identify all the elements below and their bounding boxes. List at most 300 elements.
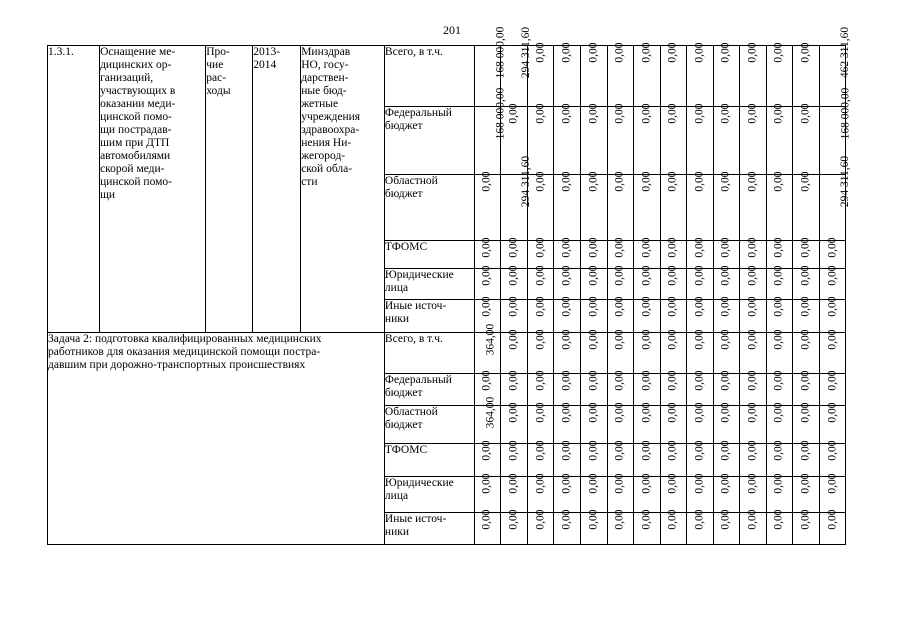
amount-cell	[501, 440, 528, 477]
amount-cell	[501, 370, 528, 406]
amount-value: 0,00	[507, 237, 520, 258]
amount-value: 0,00	[799, 237, 812, 258]
amount-cell	[580, 42, 607, 107]
amount-cell	[793, 237, 820, 269]
amount-cell	[607, 473, 634, 513]
amount-value: 0,00	[481, 440, 494, 461]
amount-value: 0,00	[666, 103, 679, 124]
amount-cell	[501, 329, 528, 374]
funding-source: Всего, в т.ч.	[384, 46, 474, 107]
amount-cell	[687, 370, 714, 406]
amount-cell	[660, 103, 687, 175]
amount-value: 0,00	[587, 440, 600, 461]
amount-value: 0,00	[640, 296, 653, 317]
amount-cell	[607, 296, 634, 333]
amount-cell	[766, 296, 793, 333]
amount-value: 0,00	[719, 509, 732, 530]
amount-value: 0,00	[693, 509, 706, 530]
amount-cell	[713, 42, 740, 107]
amount-cell	[766, 473, 793, 513]
amount-cell	[607, 265, 634, 300]
amount-cell	[713, 329, 740, 374]
amount-value: 0,00	[587, 171, 600, 192]
amount-value: 364,00	[484, 323, 497, 356]
amount-cell	[634, 296, 661, 333]
amount-value: 0,00	[481, 171, 494, 192]
amount-value: 0,00	[826, 440, 839, 461]
amount-cell	[554, 171, 581, 241]
amount-value: 0,00	[507, 103, 520, 124]
amount-value: 0,00	[534, 42, 547, 63]
amount-cell	[607, 402, 634, 444]
amount-value: 0,00	[613, 402, 626, 423]
amount-cell	[634, 509, 661, 545]
amount-cell	[740, 509, 767, 545]
amount-value: 0,00	[666, 171, 679, 192]
amount-cell	[634, 103, 661, 175]
amount-value: 0,00	[613, 103, 626, 124]
amount-value: 168 000,00	[839, 87, 852, 140]
amount-cell	[687, 265, 714, 300]
amount-cell	[634, 370, 661, 406]
amount-cell	[607, 329, 634, 374]
amount-value: 0,00	[587, 509, 600, 530]
amount-cell	[766, 103, 793, 175]
amount-cell	[634, 237, 661, 269]
amount-value: 0,00	[587, 402, 600, 423]
amount-value: 0,00	[746, 329, 759, 350]
amount-cell	[687, 329, 714, 374]
amount-value: 0,00	[693, 265, 706, 286]
amount-value: 0,00	[799, 103, 812, 124]
amount-value: 0,00	[773, 370, 786, 391]
amount-value: 0,00	[799, 370, 812, 391]
amount-cell	[793, 42, 820, 107]
amount-value: 168 000,00	[494, 87, 507, 140]
amount-cell	[687, 296, 714, 333]
amount-cell	[740, 402, 767, 444]
amount-cell	[713, 440, 740, 477]
amount-cell	[554, 103, 581, 175]
amount-cell	[527, 42, 554, 107]
amount-cell	[580, 473, 607, 513]
amount-value: 0,00	[507, 402, 520, 423]
amount-cell	[687, 103, 714, 175]
amount-value: 0,00	[640, 440, 653, 461]
amount-cell	[687, 42, 714, 107]
amount-cell	[607, 237, 634, 269]
amount-value: 0,00	[640, 171, 653, 192]
amount-value: 0,00	[560, 103, 573, 124]
amount-cell	[766, 440, 793, 477]
amount-value: 0,00	[613, 42, 626, 63]
amount-value: 0,00	[560, 265, 573, 286]
amount-cell	[766, 171, 793, 241]
amount-value: 0,00	[693, 473, 706, 494]
amount-value: 0,00	[666, 42, 679, 63]
amount-cell	[793, 402, 820, 444]
funding-source: Иные источ- ники	[384, 300, 474, 333]
amount-cell	[501, 296, 528, 333]
amount-cell	[634, 402, 661, 444]
amount-cell	[580, 103, 607, 175]
amount-cell	[766, 509, 793, 545]
amount-cell	[660, 296, 687, 333]
amount-cell	[687, 402, 714, 444]
amount-value: 0,00	[693, 42, 706, 63]
funding-source: ТФОМС	[384, 241, 474, 269]
amount-cell	[580, 440, 607, 477]
amount-cell	[713, 296, 740, 333]
amount-value: 0,00	[666, 329, 679, 350]
amount-value: 0,00	[507, 265, 520, 286]
amount-cell	[660, 402, 687, 444]
amount-value: 294 311,60	[839, 155, 852, 208]
amount-value: 0,00	[826, 509, 839, 530]
funding-source: Областной бюджет	[384, 406, 474, 444]
amount-value: 0,00	[613, 370, 626, 391]
amount-value: 294 311,60	[520, 155, 533, 208]
amount-cell	[713, 402, 740, 444]
amount-value: 294 311,60	[520, 26, 533, 79]
amount-cell	[474, 171, 501, 241]
amount-cell	[580, 265, 607, 300]
amount-cell	[740, 265, 767, 300]
amount-value: 0,00	[507, 329, 520, 350]
amount-value: 0,00	[640, 473, 653, 494]
amount-value: 462 311,60	[839, 26, 852, 79]
amount-value: 0,00	[507, 370, 520, 391]
amount-value: 0,00	[587, 473, 600, 494]
amount-value: 0,00	[746, 509, 759, 530]
amount-value: 0,00	[613, 440, 626, 461]
amount-cell	[580, 296, 607, 333]
amount-cell	[740, 370, 767, 406]
amount-cell	[793, 265, 820, 300]
funding-source: Всего, в т.ч.	[384, 333, 474, 374]
amount-value: 0,00	[560, 440, 573, 461]
amount-cell	[660, 171, 687, 241]
amount-value: 0,00	[826, 237, 839, 258]
amount-cell	[634, 42, 661, 107]
amount-value: 0,00	[534, 509, 547, 530]
funding-source: Областной бюджет	[384, 175, 474, 241]
funding-source: Иные источ- ники	[384, 513, 474, 545]
amount-value: 0,00	[587, 103, 600, 124]
amount-value: 0,00	[534, 370, 547, 391]
amount-cell	[766, 370, 793, 406]
amount-value: 0,00	[481, 509, 494, 530]
amount-value: 0,00	[826, 265, 839, 286]
amount-value: 0,00	[693, 296, 706, 317]
amount-value: 0,00	[613, 237, 626, 258]
amount-cell	[687, 237, 714, 269]
amount-value: 0,00	[666, 237, 679, 258]
amount-value: 0,00	[746, 103, 759, 124]
amount-value: 0,00	[773, 509, 786, 530]
amount-value: 0,00	[587, 370, 600, 391]
amount-value: 0,00	[719, 237, 732, 258]
amount-value: 0,00	[587, 329, 600, 350]
amount-value: 0,00	[481, 473, 494, 494]
amount-value: 0,00	[719, 402, 732, 423]
funding-source: Юридические лица	[384, 269, 474, 300]
amount-value: 0,00	[640, 265, 653, 286]
amount-cell	[819, 329, 846, 374]
amount-value: 0,00	[799, 42, 812, 63]
amount-value: 0,00	[799, 171, 812, 192]
amount-cell	[740, 296, 767, 333]
amount-value: 0,00	[534, 171, 547, 192]
amount-value: 0,00	[666, 402, 679, 423]
table-row	[48, 333, 870, 374]
amount-cell	[713, 265, 740, 300]
funding-table	[47, 26, 870, 545]
amount-cell	[580, 370, 607, 406]
amount-value: 0,00	[826, 329, 839, 350]
amount-cell	[474, 473, 501, 513]
amount-value: 0,00	[746, 440, 759, 461]
amount-value: 0,00	[640, 42, 653, 63]
amount-value: 0,00	[773, 440, 786, 461]
amount-value: 0,00	[826, 473, 839, 494]
amount-cell	[793, 440, 820, 477]
amount-value: 0,00	[746, 402, 759, 423]
amount-value: 0,00	[693, 440, 706, 461]
amount-value: 0,00	[481, 296, 494, 317]
amount-value: 0,00	[719, 296, 732, 317]
amount-value: 0,00	[534, 440, 547, 461]
amount-cell	[793, 171, 820, 241]
amount-value: 0,00	[773, 402, 786, 423]
amount-value: 0,00	[613, 265, 626, 286]
amount-value: 0,00	[613, 473, 626, 494]
amount-cell	[554, 370, 581, 406]
amount-value: 0,00	[799, 440, 812, 461]
amount-cell	[554, 402, 581, 444]
amount-cell	[713, 237, 740, 269]
amount-cell	[474, 396, 501, 444]
amount-value: 0,00	[719, 473, 732, 494]
amount-cell	[607, 171, 634, 241]
amount-cell	[660, 370, 687, 406]
amount-cell	[501, 155, 533, 241]
amount-cell	[793, 509, 820, 545]
amount-cell	[740, 42, 767, 107]
amount-value: 0,00	[693, 402, 706, 423]
amount-value: 0,00	[613, 296, 626, 317]
amount-cell	[766, 265, 793, 300]
amount-cell	[527, 171, 554, 241]
amount-value: 0,00	[799, 296, 812, 317]
amount-value: 0,00	[746, 42, 759, 63]
amount-value: 0,00	[560, 370, 573, 391]
amount-value: 0,00	[773, 171, 786, 192]
amount-cell	[740, 440, 767, 477]
amount-cell	[713, 171, 740, 241]
amount-cell	[634, 265, 661, 300]
amount-cell	[527, 440, 554, 477]
amount-cell	[660, 473, 687, 513]
amount-value: 0,00	[746, 237, 759, 258]
amount-value: 168 000,00	[494, 26, 507, 79]
amount-value: 0,00	[534, 103, 547, 124]
amount-cell	[713, 509, 740, 545]
amount-cell	[660, 509, 687, 545]
amount-value: 0,00	[693, 237, 706, 258]
amount-cell	[527, 509, 554, 545]
amount-value: 0,00	[587, 237, 600, 258]
amount-value: 0,00	[534, 473, 547, 494]
amount-cell	[527, 473, 554, 513]
amount-cell	[607, 370, 634, 406]
amount-cell	[713, 473, 740, 513]
amount-value: 0,00	[719, 171, 732, 192]
amount-cell	[554, 42, 581, 107]
amount-value: 0,00	[773, 296, 786, 317]
item-name: Оснащение ме- дицинских ор- ганизаций, участвующих в оказании меди- цинской помо- щи пострадав- шим при ДТП автомобилями скорой меди- цинской помо- щи	[100, 46, 206, 333]
amount-value: 0,00	[746, 265, 759, 286]
amount-value: 0,00	[773, 103, 786, 124]
amount-cell	[819, 237, 846, 269]
amount-value: 0,00	[481, 237, 494, 258]
amount-value: 0,00	[693, 171, 706, 192]
amount-value: 0,00	[666, 473, 679, 494]
amount-value: 0,00	[693, 329, 706, 350]
amount-cell	[687, 473, 714, 513]
amount-cell	[474, 509, 501, 545]
amount-value: 0,00	[534, 329, 547, 350]
amount-value: 0,00	[719, 265, 732, 286]
amount-cell	[793, 370, 820, 406]
amount-cell	[660, 440, 687, 477]
amount-value: 0,00	[826, 402, 839, 423]
page-number: 201	[443, 23, 461, 37]
amount-cell	[634, 440, 661, 477]
amount-cell	[474, 87, 507, 175]
amount-value: 0,00	[719, 440, 732, 461]
amount-cell	[580, 329, 607, 374]
amount-cell	[634, 171, 661, 241]
amount-value: 0,00	[640, 103, 653, 124]
amount-value: 0,00	[507, 509, 520, 530]
amount-cell	[819, 370, 846, 406]
amount-cell	[766, 237, 793, 269]
amount-cell	[740, 103, 767, 175]
amount-cell	[660, 265, 687, 300]
amount-cell	[474, 323, 501, 374]
amount-cell	[554, 509, 581, 545]
amount-value: 0,00	[534, 237, 547, 258]
amount-value: 0,00	[746, 296, 759, 317]
amount-cell	[687, 171, 714, 241]
amount-value: 0,00	[640, 329, 653, 350]
amount-value: 0,00	[640, 509, 653, 530]
amount-cell	[554, 440, 581, 477]
amount-value: 0,00	[534, 265, 547, 286]
amount-value: 0,00	[666, 370, 679, 391]
amount-cell	[501, 473, 528, 513]
amount-value: 0,00	[799, 473, 812, 494]
amount-cell	[554, 329, 581, 374]
item-code: 1.3.1.	[48, 46, 100, 333]
amount-value: 0,00	[560, 509, 573, 530]
amount-cell	[793, 103, 820, 175]
amount-cell	[527, 370, 554, 406]
amount-value: 0,00	[481, 370, 494, 391]
amount-cell	[819, 440, 846, 477]
funding-source: ТФОМС	[384, 444, 474, 477]
amount-value: 0,00	[719, 329, 732, 350]
amount-cell	[527, 402, 554, 444]
amount-value: 0,00	[773, 237, 786, 258]
amount-value: 0,00	[666, 440, 679, 461]
amount-cell	[766, 329, 793, 374]
amount-cell	[527, 265, 554, 300]
amount-cell	[554, 237, 581, 269]
amount-value: 0,00	[560, 237, 573, 258]
amount-value: 0,00	[799, 265, 812, 286]
amount-value: 0,00	[560, 171, 573, 192]
amount-cell	[554, 296, 581, 333]
amount-cell	[660, 42, 687, 107]
amount-cell	[687, 440, 714, 477]
amount-value: 0,00	[560, 329, 573, 350]
period: 2013- 2014	[253, 46, 301, 333]
amount-cell	[607, 440, 634, 477]
amount-value: 0,00	[773, 329, 786, 350]
executor: Минздрав НО, госу- дарствен- ные бюд- жетные учреждения здравоохра- нения Ни- жегород- ской обла- сти	[301, 46, 385, 333]
amount-value: 0,00	[613, 171, 626, 192]
amount-value: 0,00	[693, 370, 706, 391]
amount-cell	[634, 329, 661, 374]
amount-cell	[793, 329, 820, 374]
funding-source: Юридические лица	[384, 477, 474, 513]
amount-cell	[819, 155, 852, 241]
amount-cell	[740, 237, 767, 269]
amount-cell	[527, 329, 554, 374]
task-description: Задача 2: подготовка квалифицированных медицинских работников для оказания медицинской помощи постра- давшим при дорожно-транспортных происшествиях	[48, 333, 385, 545]
amount-cell	[580, 402, 607, 444]
amount-cell	[501, 237, 528, 269]
amount-value: 0,00	[640, 370, 653, 391]
cost-type: Про- чие рас- ходы	[206, 46, 253, 333]
amount-value: 0,00	[587, 42, 600, 63]
amount-value: 0,00	[640, 237, 653, 258]
amount-value: 0,00	[666, 296, 679, 317]
amount-value: 0,00	[613, 329, 626, 350]
amount-cell	[607, 42, 634, 107]
amount-cell	[527, 237, 554, 269]
amount-cell	[554, 473, 581, 513]
funding-source: Федеральный бюджет	[384, 107, 474, 175]
amount-value: 0,00	[826, 296, 839, 317]
amount-cell	[819, 265, 846, 300]
amount-value: 0,00	[560, 402, 573, 423]
amount-value: 0,00	[799, 402, 812, 423]
amount-value: 0,00	[799, 509, 812, 530]
amount-cell	[501, 402, 528, 444]
amount-value: 0,00	[587, 265, 600, 286]
amount-value: 0,00	[773, 265, 786, 286]
amount-cell	[660, 329, 687, 374]
amount-cell	[607, 509, 634, 545]
amount-value: 0,00	[693, 103, 706, 124]
amount-cell	[819, 509, 846, 545]
amount-value: 0,00	[613, 509, 626, 530]
amount-cell	[607, 103, 634, 175]
amount-value: 0,00	[587, 296, 600, 317]
